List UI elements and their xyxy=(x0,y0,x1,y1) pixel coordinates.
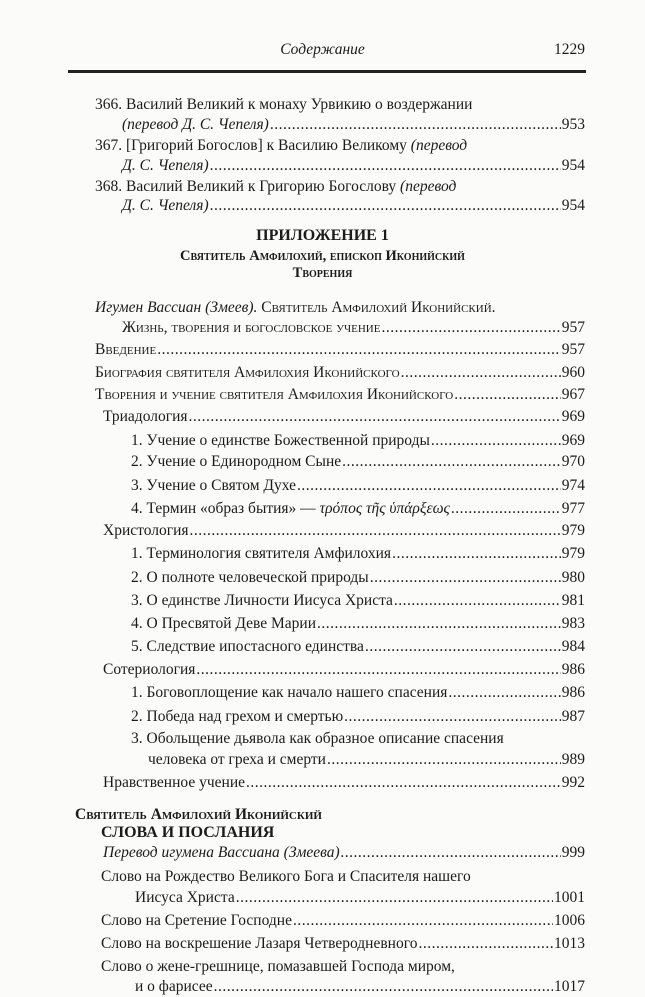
dot-leader xyxy=(370,568,561,588)
dot-leader xyxy=(270,115,561,135)
entry-page: 980 xyxy=(561,569,585,586)
toc-entry-sinful-woman-line1: Слово о жене-грешнице, помазавшей Господа миром, xyxy=(101,958,455,975)
entry-page: 984 xyxy=(561,638,585,655)
dot-leader xyxy=(189,407,561,427)
entry-text: Перевод игумена Вассиана (Змеева) xyxy=(103,844,340,861)
toc-entry-triadology-1[interactable] xyxy=(131,431,585,451)
toc-entry-soteriology-2[interactable] xyxy=(131,707,585,727)
entry-page: 977 xyxy=(561,500,585,517)
entry-text: Христология xyxy=(103,522,189,539)
toc-entry-lazarus[interactable] xyxy=(101,934,585,954)
entry-page: 1013 xyxy=(554,935,585,952)
entry-text: Слово на Сретение Господне xyxy=(101,912,292,929)
toc-entry-nativity[interactable] xyxy=(135,888,585,908)
entry-page: 979 xyxy=(561,522,585,539)
entry-page: 989 xyxy=(561,751,585,768)
dot-leader xyxy=(214,977,553,997)
entry-page: 954 xyxy=(561,157,585,174)
toc-entry-works[interactable] xyxy=(95,385,585,405)
entry-text: Введение xyxy=(95,341,157,358)
dot-leader xyxy=(365,637,561,657)
section-title: СЛОВА И ПОСЛАНИЯ xyxy=(101,824,275,841)
entry-page: 970 xyxy=(561,453,585,470)
dot-leader xyxy=(448,683,560,703)
toc-entry-biography[interactable] xyxy=(95,363,585,383)
entry-page: 986 xyxy=(561,661,585,678)
entry-page: 974 xyxy=(561,477,585,494)
entry-text: Жизнь, творения и богословское учение xyxy=(122,319,381,336)
entry-text: Д. С. Чепеля) xyxy=(122,197,209,214)
entry-text: Слово на воскрешение Лазаря Четверодневного xyxy=(101,935,418,952)
entry-text: 1. Терминология святителя Амфилохия xyxy=(131,545,392,562)
dot-leader xyxy=(297,476,561,496)
section-author: Святитель Амфилохий Иконийский xyxy=(75,806,322,823)
toc-entry-christology-1[interactable] xyxy=(131,544,585,564)
entry-text-italic: (перевод xyxy=(400,178,457,195)
entry-page: 979 xyxy=(561,545,585,562)
entry-page: 960 xyxy=(561,364,585,381)
toc-entry-moral[interactable] xyxy=(103,773,585,793)
entry-page: 986 xyxy=(561,684,585,701)
dot-leader xyxy=(394,591,561,611)
entry-page: 999 xyxy=(561,844,585,861)
entry-text: Д. С. Чепеля) xyxy=(122,157,209,174)
entry-page: 983 xyxy=(561,615,585,632)
entry-text: 1. Боговоплощение как начало нашего спасения xyxy=(131,684,448,701)
dot-leader xyxy=(431,431,561,451)
toc-entry-366-line1: 366. Василий Великий к монаху Урвикию о воздержании xyxy=(95,96,473,113)
toc-entry-triadology[interactable] xyxy=(103,407,585,427)
dot-leader xyxy=(246,773,561,793)
entry-text: Сотериология xyxy=(103,661,196,678)
dot-leader xyxy=(210,196,561,216)
entry-page: 969 xyxy=(561,408,585,425)
entry-text: 2. Победа над грехом и смертью xyxy=(131,708,344,725)
dot-leader xyxy=(157,340,561,360)
dot-leader xyxy=(392,544,561,564)
entry-text: 367. [Григорий Богослов] к Василию Великому xyxy=(95,137,407,154)
appendix-subtitle2: Творения xyxy=(292,265,353,281)
dot-leader xyxy=(327,750,561,770)
entry-text: 5. Следствие ипостасного единства xyxy=(131,638,364,655)
entry-greek: τρόπος τῆς ὑπάρξεως xyxy=(319,500,450,517)
toc-entry-christology-5[interactable] xyxy=(131,637,585,657)
dot-leader xyxy=(418,934,553,954)
dot-leader xyxy=(293,911,553,931)
entry-text: (перевод Д. С. Чепеля) xyxy=(122,116,269,133)
toc-entry-nativity-line1: Слово на Рождество Великого Бога и Спасителя нашего xyxy=(101,868,471,885)
dot-leader xyxy=(341,843,561,863)
entry-text: Иисуса Христа xyxy=(135,889,235,906)
header-rule xyxy=(68,70,586,73)
entry-page: 954 xyxy=(561,197,585,214)
toc-entry-soteriology-3-line1: 3. Обольщение дьявола как образное описание спасения xyxy=(131,730,504,747)
entry-author: Игумен Вассиан (Змеев). xyxy=(95,299,258,316)
toc-entry-christology-4[interactable] xyxy=(131,614,585,634)
page-number: 1229 xyxy=(554,41,585,58)
toc-entry-study[interactable] xyxy=(122,318,585,338)
entry-text: 368. Василий Великий к Григорию Богослову xyxy=(95,178,397,195)
toc-entry-introduction[interactable] xyxy=(95,340,585,360)
entry-text: 2. О полноте человеческой природы xyxy=(131,569,369,586)
entry-page: 1001 xyxy=(554,889,585,906)
toc-entry-soteriology-1[interactable] xyxy=(131,683,585,703)
entry-page: 1006 xyxy=(554,912,585,929)
dot-leader xyxy=(210,156,561,176)
toc-entry-christology[interactable] xyxy=(103,521,585,541)
entry-page: 957 xyxy=(561,341,585,358)
toc-entry-367-line1 xyxy=(95,136,467,156)
toc-entry-triadology-3[interactable] xyxy=(131,476,585,496)
dot-leader xyxy=(451,499,561,519)
appendix-subtitle: Святитель Амфилохий, епископ Иконийский xyxy=(180,248,465,264)
toc-entry-367[interactable] xyxy=(122,156,585,176)
entry-page: 953 xyxy=(561,116,585,133)
entry-text: 4. О Пресвятой Деве Марии xyxy=(131,615,317,632)
entry-text: и о фарисее xyxy=(135,978,213,995)
entry-text: Биография святителя Амфилохия Иконийского xyxy=(95,364,400,381)
entry-text: Нравственное учение xyxy=(103,774,245,791)
toc-entry-triadology-4[interactable] xyxy=(131,499,585,519)
dot-leader xyxy=(342,452,561,472)
entry-text: Триадология xyxy=(103,408,188,425)
toc-entry-soteriology-3[interactable] xyxy=(148,750,585,770)
entry-text: Творения и учение святителя Амфилохия Иконийского xyxy=(95,386,454,403)
entry-page: 981 xyxy=(561,592,585,609)
toc-entry-368[interactable] xyxy=(122,196,585,216)
entry-text: 3. О единстве Личности Иисуса Христа xyxy=(131,592,393,609)
toc-entry-christology-3[interactable] xyxy=(131,591,585,611)
entry-text-italic: (перевод xyxy=(410,137,468,154)
dot-leader xyxy=(236,888,553,908)
dot-leader xyxy=(381,318,560,338)
entry-page: 967 xyxy=(561,386,585,403)
running-header-title: Содержание xyxy=(280,41,365,58)
entry-text: 2. Учение о Единородном Сыне xyxy=(131,453,342,470)
toc-entry-christology-2[interactable] xyxy=(131,568,585,588)
dot-leader xyxy=(196,660,560,680)
entry-page: 969 xyxy=(561,432,585,449)
toc-entry-triadology-2[interactable] xyxy=(131,452,585,472)
toc-entry-presentation[interactable] xyxy=(101,911,585,931)
entry-text: человека от греха и смерти xyxy=(148,751,326,768)
dot-leader xyxy=(344,707,561,727)
entry-text: Святитель Амфилохий Иконийский. xyxy=(261,299,496,316)
entry-page: 992 xyxy=(561,774,585,791)
entry-text: 1. Учение о единстве Божественной природы xyxy=(131,432,430,449)
dot-leader xyxy=(454,385,561,405)
entry-page: 957 xyxy=(561,319,585,336)
appendix-title: ПРИЛОЖЕНИЕ 1 xyxy=(256,227,389,244)
toc-entry-study-line1 xyxy=(95,298,496,318)
toc-entry-translation[interactable] xyxy=(103,843,585,863)
entry-page: 987 xyxy=(561,708,585,725)
toc-entry-sinful-woman[interactable] xyxy=(135,977,585,997)
entry-page: 1017 xyxy=(554,978,585,995)
entry-text: 4. Термин «образ бытия» — xyxy=(131,500,320,517)
toc-entry-366[interactable] xyxy=(122,115,585,135)
entry-text: 3. Учение о Святом Духе xyxy=(131,477,296,494)
dot-leader xyxy=(317,614,561,634)
toc-entry-368-line1 xyxy=(95,177,456,197)
toc-entry-soteriology[interactable] xyxy=(103,660,585,680)
dot-leader xyxy=(190,521,561,541)
dot-leader xyxy=(401,363,561,383)
